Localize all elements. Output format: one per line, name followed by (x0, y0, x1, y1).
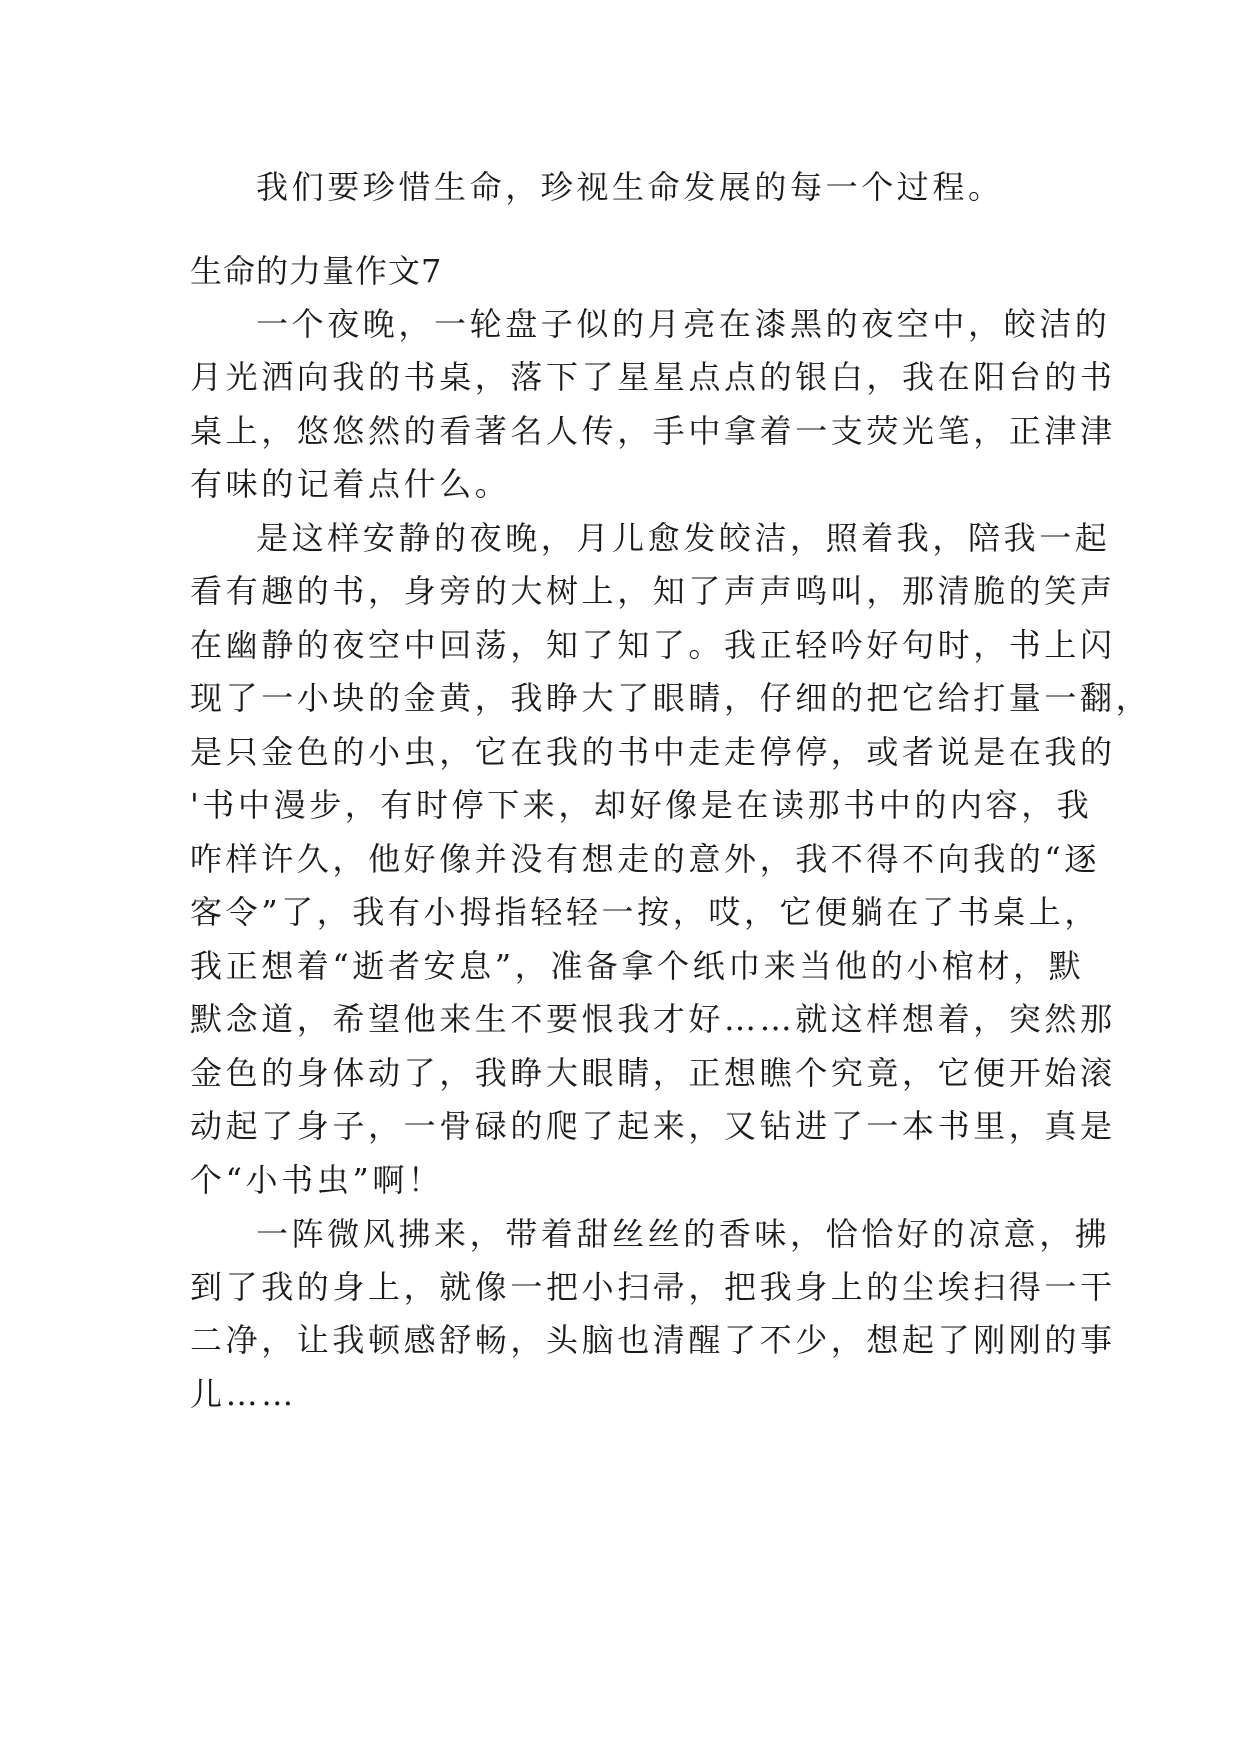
paragraph-line: 是这样安静的夜晚，月儿愈发皎洁，照着我，陪我一起 (256, 519, 1111, 557)
paragraph-line: 一阵微风拂来，带着甜丝丝的香味，恰恰好的凉意，拂 (256, 1215, 1111, 1253)
paragraph-line: 默念道，希望他来生不要恨我才好……就这样想着，突然那 (190, 1000, 1116, 1038)
paragraph-line: 客令”了，我有小拇指轻轻一按，哎，它便躺在了书桌上， (190, 893, 1100, 931)
paragraph-line: 我们要珍惜生命，珍视生命发展的每一个过程。 (256, 168, 1004, 206)
paragraph-line: 月光洒向我的书桌，落下了星星点点的银白，我在阳台的书 (190, 358, 1116, 396)
paragraph-line: 现了一小块的金黄，我睁大了眼睛，仔细的把它给打量一翻， (190, 679, 1152, 717)
paragraph-line: 个“小书虫”啊！ (190, 1161, 444, 1199)
paragraph-line: 到了我的身上，就像一把小扫帚，把我身上的尘埃扫得一干 (190, 1268, 1116, 1306)
paragraph-line: 看有趣的书，身旁的大树上，知了声声鸣叫，那清脆的笑声 (190, 572, 1116, 610)
section-title: 生命的力量作文7 (190, 252, 443, 290)
paragraph-line: '书中漫步，有时停下来，却好像是在读那书中的内容，我 (190, 786, 1093, 824)
paragraph-line: 一个夜晚，一轮盘子似的月亮在漆黑的夜空中，皎洁的 (256, 305, 1111, 343)
paragraph-line: 儿…… (190, 1375, 297, 1413)
paragraph-line: 有味的记着点什么。 (190, 465, 511, 503)
paragraph-line: 是只金色的小虫，它在我的书中走走停停，或者说是在我的 (190, 733, 1116, 771)
paragraph-line: 金色的身体动了，我睁大眼睛，正想瞧个究竟，它便开始滚 (190, 1054, 1116, 1092)
paragraph-line: 桌上，悠悠然的看著名人传，手中拿着一支荧光笔，正津津 (190, 412, 1116, 450)
paragraph-line: 在幽静的夜空中回荡，知了知了。我正轻吟好句时，书上闪 (190, 626, 1116, 664)
paragraph-line: 动起了身子，一骨碌的爬了起来，又钻进了一本书里，真是 (190, 1107, 1116, 1145)
paragraph-line: 我正想着“逝者安息”，准备拿个纸巾来当他的小棺材，默 (190, 947, 1085, 985)
paragraph-line: 咋样许久，他好像并没有想走的意外，我不得不向我的“逐 (190, 840, 1100, 878)
paragraph-line: 二净，让我顿感舒畅，头脑也清醒了不少，想起了刚刚的事 (190, 1321, 1116, 1359)
